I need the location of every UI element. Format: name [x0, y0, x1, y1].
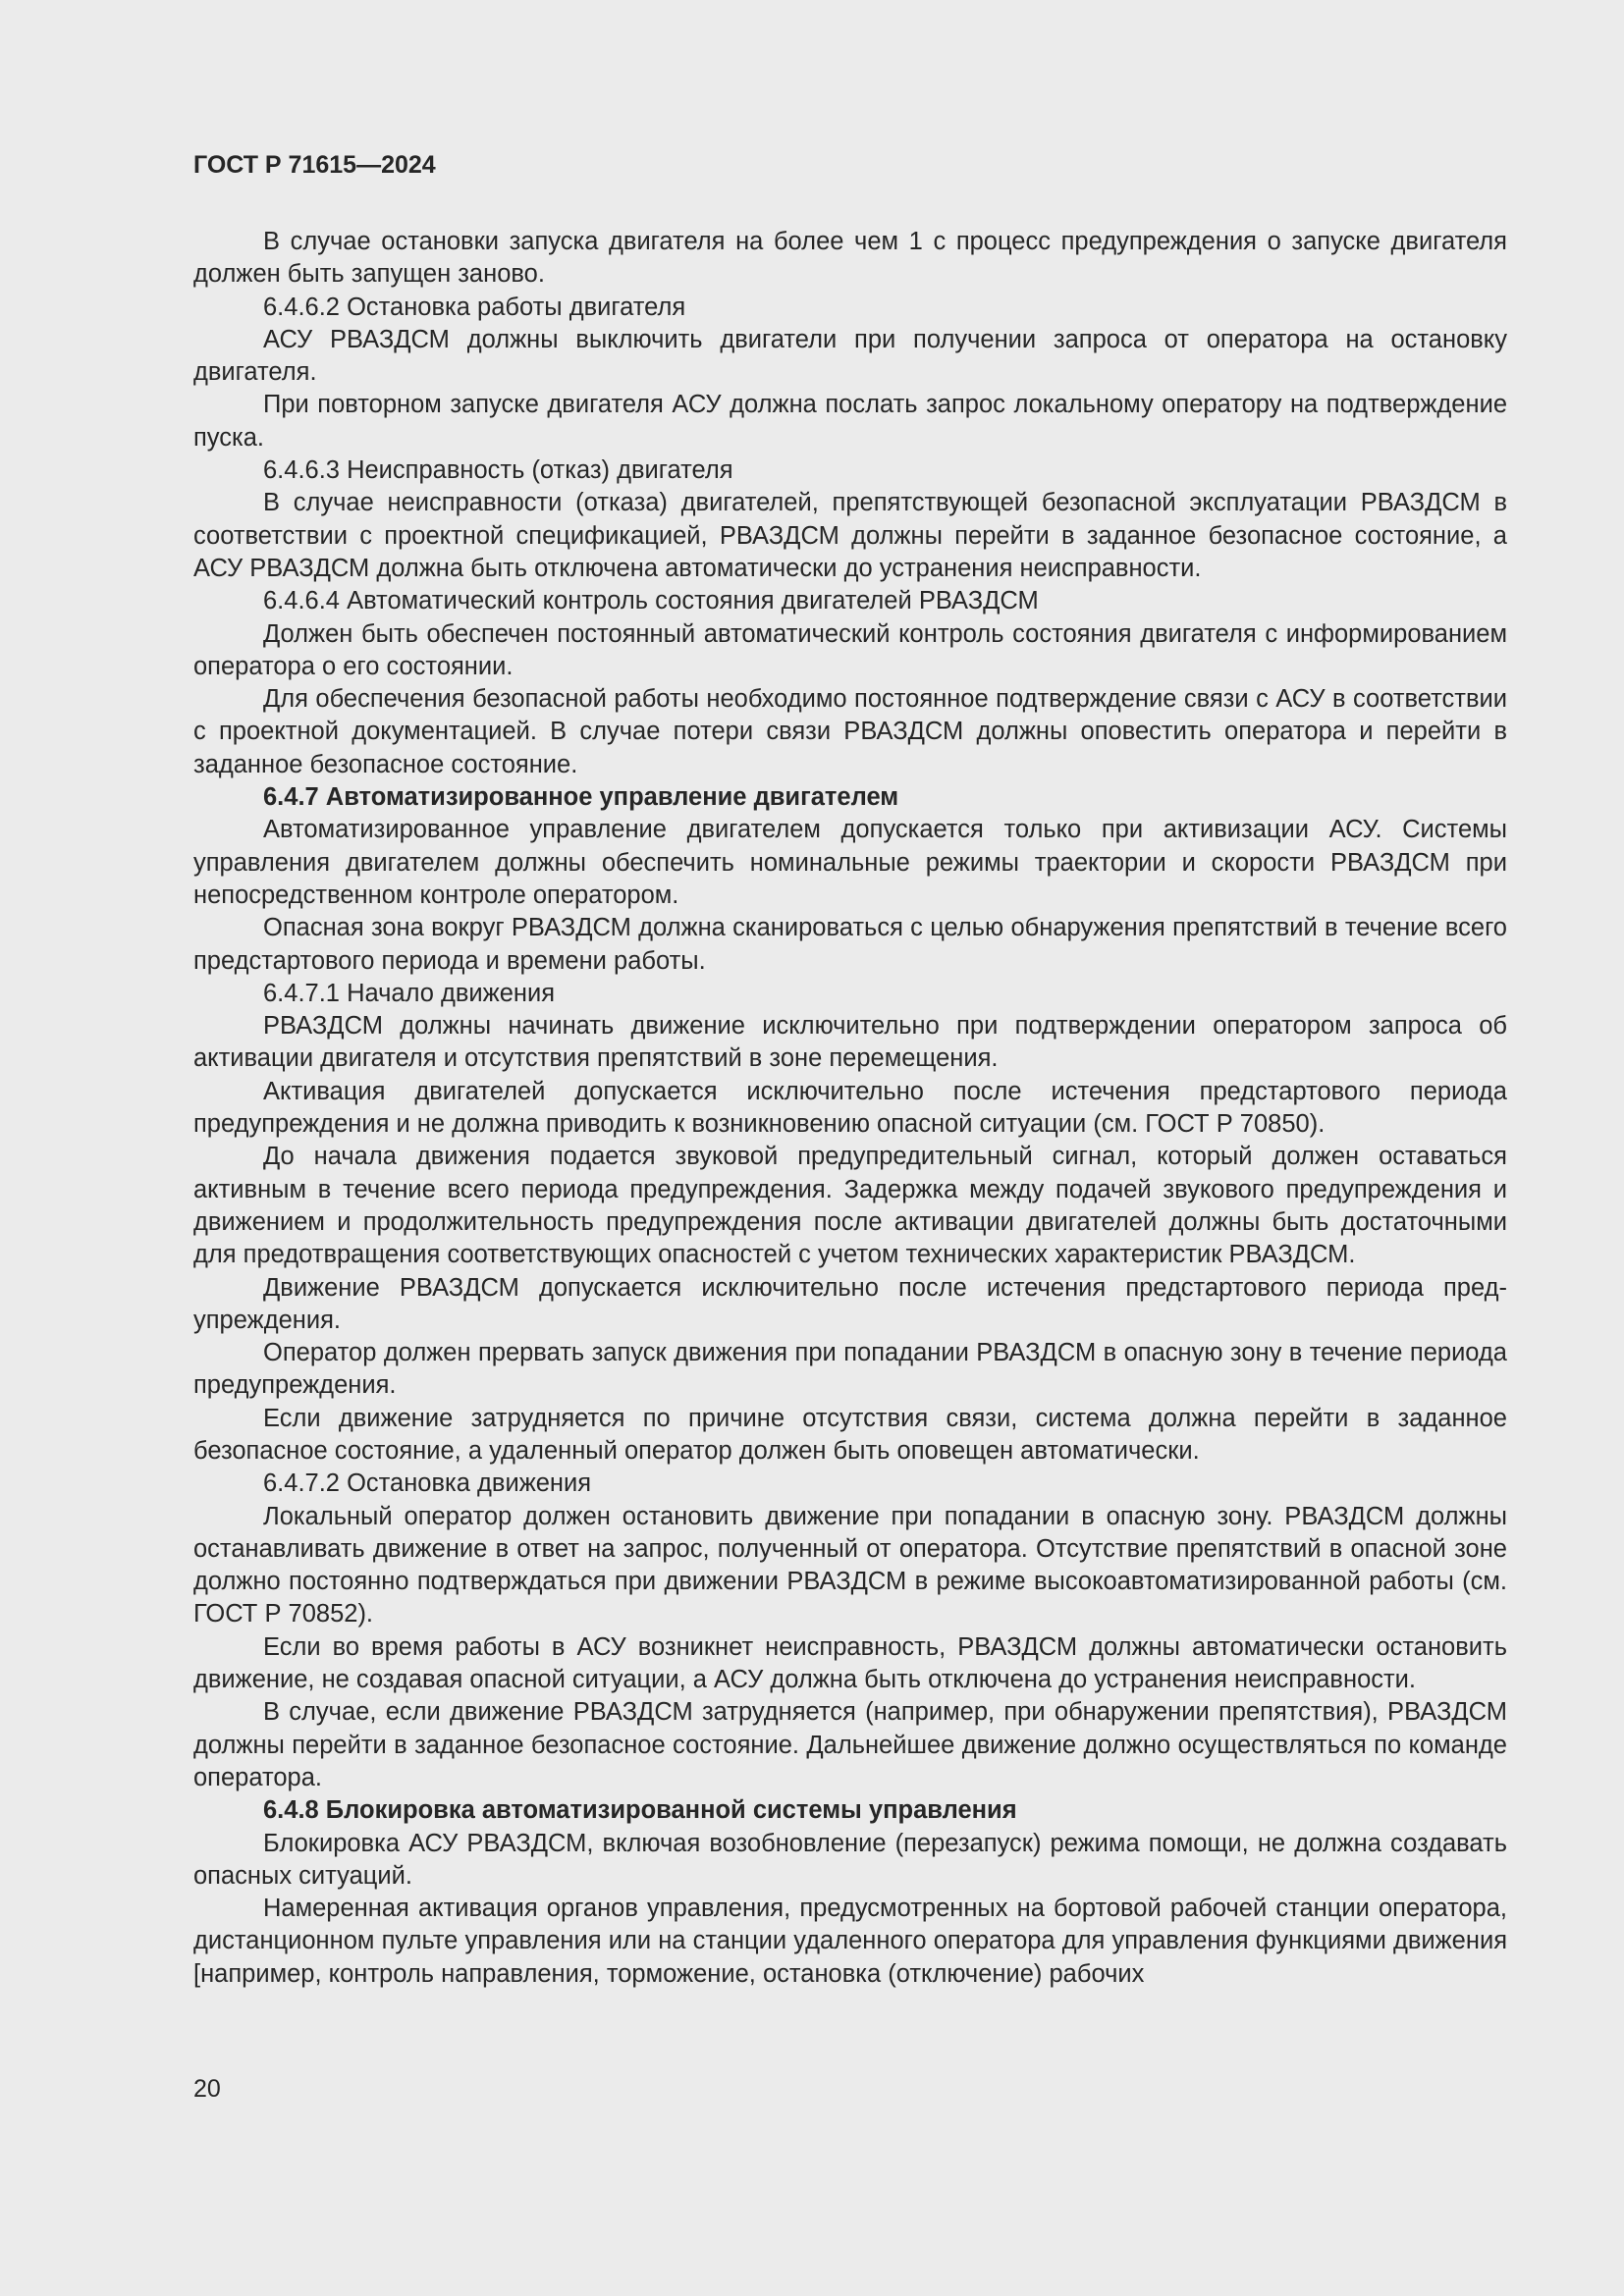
section-heading-bold: 6.4.7 Автоматизированное управление двигателем [263, 783, 899, 812]
section-heading: 6.4.6.2 Остановка работы двигателя [263, 293, 686, 321]
paragraph: РВАЗДСМ должны начинать движение исключительно при подтверждении оператором запроса об активации двигателя и отсутствия препятствий в зоне перемещения. [193, 1012, 1507, 1073]
paragraph: В случае, если движение РВАЗДСМ затрудняется (например, при обнаружении препятствия), РВАЗДСМ должны перейти в заданное безопасное состояние. Дальнейшее движение должно осуществляться по команде оператора. [193, 1698, 1507, 1791]
paragraph: Для обеспечения безопасной работы необходимо постоянное подтверждение связи с АСУ в соответствии с проектной документацией. В случае потери связи РВАЗДСМ должны оповестить оператора и перейти в заданное безопасное состояние. [193, 685, 1507, 778]
paragraph: Движение РВАЗДСМ допускается исключительно после истечения предстартового периода предупреждения. [193, 1273, 1507, 1334]
section-heading-bold: 6.4.8 Блокировка автоматизированной системы управления [263, 1796, 1017, 1825]
paragraph: Если движение затрудняется по причине отсутствия связи, система должна перейти в заданное безопасное состояние, а удаленный оператор должен быть оповещен автоматически. [193, 1404, 1507, 1465]
paragraph: Активация двигателей допускается исключительно после истечения предстартового периода предупреждения и не должна приводить к возникновению опасной ситуации (см. ГОСТ Р 70850). [193, 1077, 1507, 1139]
section-heading: 6.4.7.1 Начало движения [263, 979, 556, 1007]
section-heading: 6.4.7.2 Остановка движения [263, 1469, 592, 1498]
paragraph: Намеренная активация органов управления, предусмотренных на бортовой рабочей станции оператора, дистанционном пульте управления или на станции удаленного оператора для управления функциями движения [например, контроль направления, торможение, остановка (отключение) рабочих [193, 1895, 1507, 1988]
paragraph: При повторном запуске двигателя АСУ должна послать запрос локальному оператору на подтверждение пуска. [193, 391, 1507, 452]
document-page [193, 0, 1507, 2296]
paragraph: Если во время работы в АСУ возникнет неисправность, РВАЗДСМ должны автоматически остановить движение, не создавая опасной ситуации, а АСУ должна быть отключена до устранения неисправности. [193, 1632, 1507, 1694]
section-heading: 6.4.6.4 Автоматический контроль состояния двигателей РВАЗДСМ [263, 587, 1039, 615]
document-body [193, 226, 1507, 1991]
paragraph: В случае остановки запуска двигателя на более чем 1 с процесс предупреждения о запуске двигателя должен быть запущен заново. [193, 228, 1507, 289]
paragraph: Локальный оператор должен остановить движение при попадании в опасную зону. РВАЗДСМ должны останавливать движение в ответ на запрос, полученный от оператора. Отсутствие препятствий в опасной зоне должно постоянно подтверждаться при движении РВАЗДСМ в режиме высокоавтоматизированной работы (см. ГОСТ Р 70852). [193, 1502, 1507, 1629]
document-header: ГОСТ Р 71615—2024 [193, 151, 436, 179]
paragraph: В случае неисправности (отказа) двигателей, препятствующей безопасной эксплуатации РВАЗДСМ в соответствии с проектной спецификацией, РВАЗДСМ должны перейти в заданное безопасное состояние, а АСУ РВАЗДСМ должна быть отключена автоматически до устранения неисправности. [193, 489, 1507, 582]
page-number: 20 [193, 2075, 221, 2103]
paragraph: Должен быть обеспечен постоянный автоматический контроль состояния двигателя с информированием оператора о его состоянии. [193, 619, 1507, 680]
section-heading: 6.4.6.3 Неисправность (отказ) двигателя [263, 456, 733, 485]
paragraph: АСУ РВАЗДСМ должны выключить двигатели при получении запроса от оператора на остановку двигателя. [193, 325, 1507, 387]
paragraph: Опасная зона вокруг РВАЗДСМ должна сканироваться с целью обнаружения препятствий в течение всего предстартового периода и времени работы. [193, 914, 1507, 975]
paragraph: Автоматизированное управление двигателем допускается только при активизации АСУ. Системы управления двигателем должны обеспечить номинальные режимы траектории и скорости РВАЗДСМ при непосредственном контроле оператором. [193, 816, 1507, 909]
paragraph: Оператор должен прервать запуск движения при попадании РВАЗДСМ в опасную зону в течение периода предупреждения. [193, 1339, 1507, 1400]
paragraph: Блокировка АСУ РВАЗДСМ, включая возобновление (перезапуск) режима помощи, не должна создавать опасных ситуаций. [193, 1829, 1507, 1890]
paragraph: До начала движения подается звуковой предупредительный сигнал, который должен оставаться активным в течение всего периода предупреждения. Задержка между подачей звукового предупреждения и движением и продолжительность предупреждения после активации двигателей должны быть достаточными для предотвращения соответствующих опасностей с учетом технических характеристик РВАЗДСМ. [193, 1143, 1507, 1269]
